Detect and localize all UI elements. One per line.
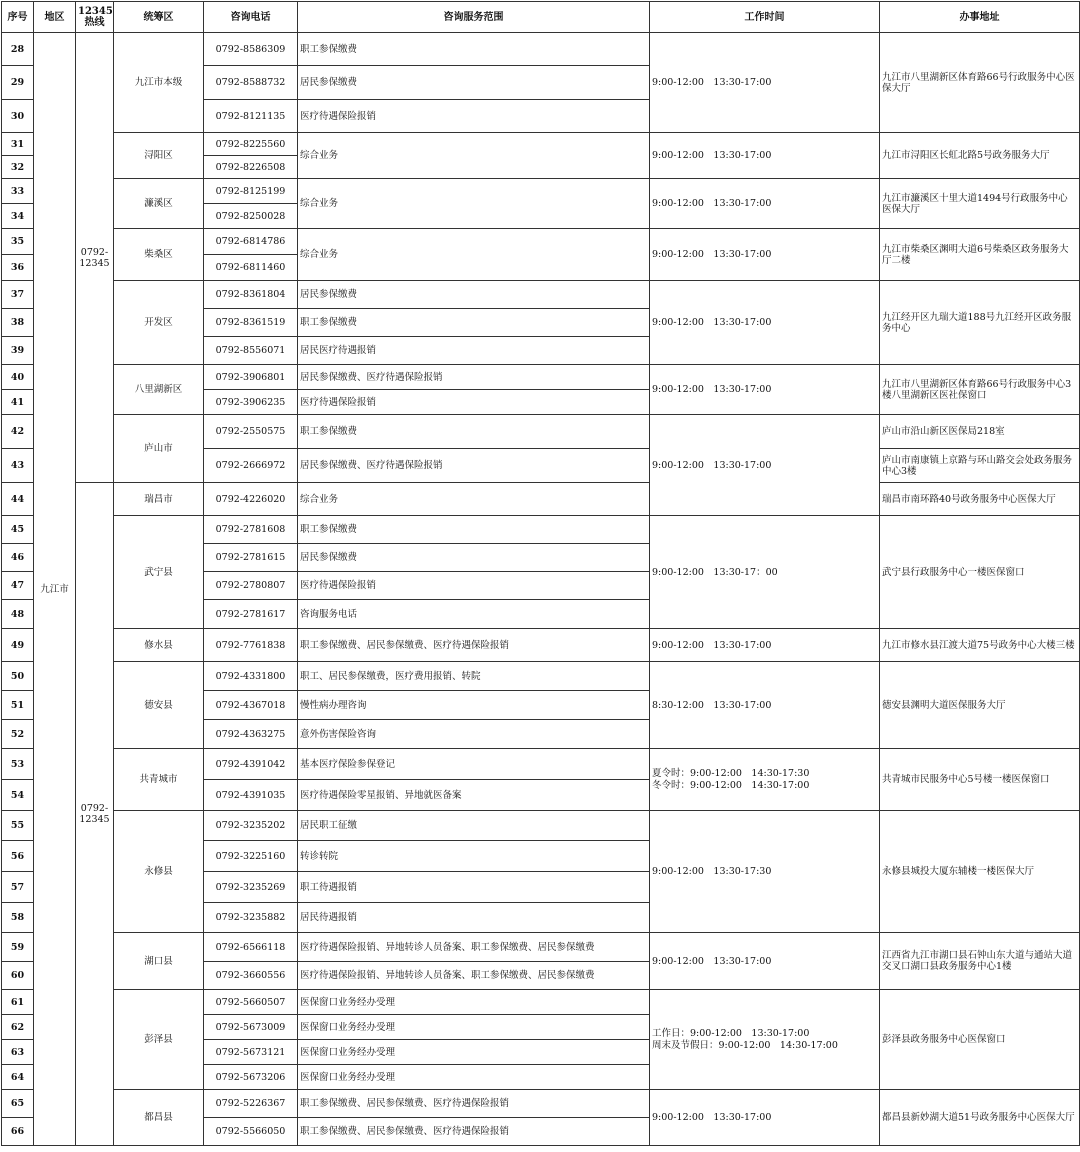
hours-line: 夏令时：9:00-12:00 14:30-17:30 <box>652 767 810 779</box>
hours-cell: 8:30-12:00 13:30-17:00 <box>650 662 880 749</box>
table-row <box>2 749 1080 780</box>
phone-cell: 0792-8226508 <box>204 156 298 179</box>
row-seq: 59 <box>2 933 34 962</box>
phone-cell: 0792-8588732 <box>204 66 298 100</box>
row-seq: 32 <box>2 156 34 179</box>
address-cell: 九江市濂溪区十里大道1494号行政服务中心医保大厅 <box>880 179 1080 229</box>
table-row <box>2 133 1080 156</box>
hotline-cell: 0792-12345 <box>76 33 114 483</box>
table-row <box>2 662 1080 691</box>
hours-cell: 9:00-12:00 13:30-17:00 <box>650 629 880 662</box>
row-seq: 39 <box>2 337 34 365</box>
table-row <box>2 629 1080 662</box>
district-cell: 开发区 <box>114 281 204 365</box>
address-cell: 江西省九江市湖口县石钟山东大道与通站大道交叉口湖口县政务服务中心1楼 <box>880 933 1080 990</box>
row-seq: 50 <box>2 662 34 691</box>
address-cell: 武宁县行政服务中心一楼医保窗口 <box>880 516 1080 629</box>
scope-cell: 医疗待遇保险报销 <box>298 390 650 415</box>
row-seq: 29 <box>2 66 34 100</box>
phone-cell: 0792-2781617 <box>204 600 298 629</box>
row-seq: 52 <box>2 720 34 749</box>
row-seq: 31 <box>2 133 34 156</box>
address-cell: 庐山市沿山新区医保局218室 <box>880 415 1080 449</box>
row-seq: 36 <box>2 255 34 281</box>
district-cell: 庐山市 <box>114 415 204 483</box>
row-seq: 45 <box>2 516 34 544</box>
row-seq: 60 <box>2 962 34 990</box>
scope-cell: 综合业务 <box>298 179 650 229</box>
row-seq: 35 <box>2 229 34 255</box>
scope-cell: 综合业务 <box>298 133 650 179</box>
scope-cell: 医保窗口业务经办受理 <box>298 1065 650 1090</box>
phone-cell: 0792-4363275 <box>204 720 298 749</box>
row-seq: 47 <box>2 572 34 600</box>
hours-line: 冬令时：9:00-12:00 14:30-17:00 <box>652 779 810 791</box>
row-seq: 43 <box>2 449 34 483</box>
address-cell: 都昌县新妙湖大道51号政务服务中心医保大厅 <box>880 1090 1080 1146</box>
address-cell: 九江市修水县江渡大道75号政务中心大楼三楼 <box>880 629 1080 662</box>
table-row <box>2 990 1080 1015</box>
phone-cell: 0792-6566118 <box>204 933 298 962</box>
phone-cell: 0792-8250028 <box>204 204 298 229</box>
scope-cell: 居民参保缴费、医疗待遇保险报销 <box>298 365 650 390</box>
phone-cell: 0792-8121135 <box>204 100 298 133</box>
table-row <box>2 933 1080 962</box>
table-body <box>2 33 1080 1146</box>
row-seq: 61 <box>2 990 34 1015</box>
phone-cell: 0792-7761838 <box>204 629 298 662</box>
row-seq: 63 <box>2 1040 34 1065</box>
phone-cell: 0792-8125199 <box>204 179 298 204</box>
address-cell: 庐山市南康镇上京路与环山路交会处政务服务中心3楼 <box>880 449 1080 483</box>
phone-cell: 0792-5660507 <box>204 990 298 1015</box>
scope-cell: 职工参保缴费 <box>298 33 650 66</box>
phone-cell: 0792-4391035 <box>204 780 298 811</box>
row-seq: 28 <box>2 33 34 66</box>
scope-cell: 居民职工征缴 <box>298 811 650 841</box>
district-cell: 都昌县 <box>114 1090 204 1146</box>
scope-cell: 职工参保缴费 <box>298 415 650 449</box>
hours-cell: 9:00-12:00 13:30-17:30 <box>650 811 880 933</box>
row-seq: 49 <box>2 629 34 662</box>
scope-cell: 转诊转院 <box>298 841 650 872</box>
header-address: 办事地址 <box>880 2 1080 33</box>
header-hotline: 12345热线 <box>76 2 114 33</box>
scope-cell: 慢性病办理咨询 <box>298 691 650 720</box>
scope-cell: 居民医疗待遇报销 <box>298 337 650 365</box>
row-seq: 40 <box>2 365 34 390</box>
row-seq: 34 <box>2 204 34 229</box>
phone-cell: 0792-5673206 <box>204 1065 298 1090</box>
phone-cell: 0792-3235269 <box>204 872 298 903</box>
hotline-cell: 0792-12345 <box>76 483 114 1146</box>
hours-cell: 9:00-12:00 13:30-17:00 <box>650 133 880 179</box>
scope-cell: 医疗待遇保险报销、异地转诊人员备案、职工参保缴费、居民参保缴费 <box>298 933 650 962</box>
header-seq: 序号 <box>2 2 34 33</box>
phone-cell: 0792-3225160 <box>204 841 298 872</box>
hours-line: 工作日：9:00-12:00 13:30-17:00 <box>652 1027 810 1039</box>
phone-cell: 0792-4331800 <box>204 662 298 691</box>
hours-cell <box>650 990 880 1090</box>
district-cell: 濂溪区 <box>114 179 204 229</box>
phone-cell: 0792-5566050 <box>204 1118 298 1146</box>
scope-cell: 医疗待遇保险报销、异地转诊人员备案、职工参保缴费、居民参保缴费 <box>298 962 650 990</box>
table-row <box>2 229 1080 255</box>
hours-cell: 9:00-12:00 13:30-17:00 <box>650 179 880 229</box>
phone-cell: 0792-3235882 <box>204 903 298 933</box>
scope-cell: 居民参保缴费 <box>298 66 650 100</box>
table-row <box>2 811 1080 841</box>
row-seq: 44 <box>2 483 34 516</box>
region-cell: 九江市 <box>34 33 76 1146</box>
district-cell: 九江市本级 <box>114 33 204 133</box>
scope-cell: 咨询服务电话 <box>298 600 650 629</box>
address-cell: 彭泽县政务服务中心医保窗口 <box>880 990 1080 1090</box>
row-seq: 62 <box>2 1015 34 1040</box>
phone-cell: 0792-6814786 <box>204 229 298 255</box>
row-seq: 57 <box>2 872 34 903</box>
row-seq: 54 <box>2 780 34 811</box>
phone-cell: 0792-6811460 <box>204 255 298 281</box>
district-cell: 湖口县 <box>114 933 204 990</box>
scope-cell: 医保窗口业务经办受理 <box>298 1040 650 1065</box>
hours-cell: 9:00-12:00 13:30-17:00 <box>650 933 880 990</box>
district-cell: 八里湖新区 <box>114 365 204 415</box>
row-seq: 58 <box>2 903 34 933</box>
address-cell: 瑞昌市南环路40号政务服务中心医保大厅 <box>880 483 1080 516</box>
phone-cell: 0792-4367018 <box>204 691 298 720</box>
header-hours: 工作时间 <box>650 2 880 33</box>
scope-cell: 居民参保缴费 <box>298 544 650 572</box>
row-seq: 53 <box>2 749 34 780</box>
hours-cell <box>650 749 880 811</box>
header-row <box>2 2 1080 33</box>
district-cell: 浔阳区 <box>114 133 204 179</box>
row-seq: 51 <box>2 691 34 720</box>
address-cell: 共青城市民服务中心5号楼一楼医保窗口 <box>880 749 1080 811</box>
phone-cell: 0792-2781608 <box>204 516 298 544</box>
phone-cell: 0792-2781615 <box>204 544 298 572</box>
phone-cell: 0792-8225560 <box>204 133 298 156</box>
district-cell: 柴桑区 <box>114 229 204 281</box>
address-cell: 九江市浔阳区长虹北路5号政务服务大厅 <box>880 133 1080 179</box>
hours-cell: 9:00-12:00 13:30-17:00 <box>650 229 880 281</box>
row-seq: 30 <box>2 100 34 133</box>
address-cell: 九江市八里湖新区体育路66号行政服务中心医保大厅 <box>880 33 1080 133</box>
row-seq: 65 <box>2 1090 34 1118</box>
scope-cell: 综合业务 <box>298 483 650 516</box>
row-seq: 41 <box>2 390 34 415</box>
phone-cell: 0792-2550575 <box>204 415 298 449</box>
header-region: 地区 <box>34 2 76 33</box>
scope-cell: 医疗待遇保险零星报销、异地就医备案 <box>298 780 650 811</box>
phone-cell: 0792-3906235 <box>204 390 298 415</box>
phone-cell: 0792-8586309 <box>204 33 298 66</box>
header-phone: 咨询电话 <box>204 2 298 33</box>
phone-cell: 0792-8556071 <box>204 337 298 365</box>
district-cell: 永修县 <box>114 811 204 933</box>
phone-cell: 0792-3660556 <box>204 962 298 990</box>
scope-cell: 综合业务 <box>298 229 650 281</box>
phone-cell: 0792-3906801 <box>204 365 298 390</box>
row-seq: 56 <box>2 841 34 872</box>
row-seq: 48 <box>2 600 34 629</box>
header-district: 统筹区 <box>114 2 204 33</box>
table-row <box>2 281 1080 309</box>
table-row <box>2 1090 1080 1118</box>
scope-cell: 职工参保缴费、居民参保缴费、医疗待遇保险报销 <box>298 629 650 662</box>
phone-cell: 0792-3235202 <box>204 811 298 841</box>
scope-cell: 职工参保缴费 <box>298 309 650 337</box>
scope-cell: 职工待遇报销 <box>298 872 650 903</box>
address-cell: 九江市柴桑区渊明大道6号柴桑区政务服务大厅二楼 <box>880 229 1080 281</box>
phone-cell: 0792-4226020 <box>204 483 298 516</box>
scope-cell: 意外伤害保险咨询 <box>298 720 650 749</box>
scope-cell: 居民待遇报销 <box>298 903 650 933</box>
scope-cell: 医疗待遇保险报销 <box>298 572 650 600</box>
phone-cell: 0792-2780807 <box>204 572 298 600</box>
hours-cell: 9:00-12:00 13:30-17:00 <box>650 415 880 516</box>
row-seq: 38 <box>2 309 34 337</box>
table-row <box>2 33 1080 66</box>
address-cell: 永修县城投大厦东辅楼一楼医保大厅 <box>880 811 1080 933</box>
row-seq: 37 <box>2 281 34 309</box>
hours-cell: 9:00-12:00 13:30-17:00 <box>650 1090 880 1146</box>
row-seq: 46 <box>2 544 34 572</box>
district-cell: 武宁县 <box>114 516 204 629</box>
phone-cell: 0792-8361519 <box>204 309 298 337</box>
hours-cell: 9:00-12:00 13:30-17:00 <box>650 281 880 365</box>
district-cell: 德安县 <box>114 662 204 749</box>
table-row <box>2 483 1080 516</box>
table-row <box>2 365 1080 390</box>
address-cell: 九江经开区九瑞大道188号九江经开区政务服务中心 <box>880 281 1080 365</box>
row-seq: 33 <box>2 179 34 204</box>
table-row <box>2 415 1080 449</box>
hours-cell: 9:00-12:00 13:30-17:00 <box>650 365 880 415</box>
row-seq: 66 <box>2 1118 34 1146</box>
phone-cell: 0792-5673121 <box>204 1040 298 1065</box>
row-seq: 55 <box>2 811 34 841</box>
hours-cell: 9:00-12:00 13:30-17:00 <box>650 33 880 133</box>
address-cell: 九江市八里湖新区体育路66号行政服务中心3楼八里湖新区医社保窗口 <box>880 365 1080 415</box>
phone-cell: 0792-5673009 <box>204 1015 298 1040</box>
scope-cell: 医疗待遇保险报销 <box>298 100 650 133</box>
hours-line: 周末及节假日：9:00-12:00 14:30-17:00 <box>652 1039 838 1051</box>
district-cell: 修水县 <box>114 629 204 662</box>
district-cell: 彭泽县 <box>114 990 204 1090</box>
scope-cell: 医保窗口业务经办受理 <box>298 1015 650 1040</box>
address-cell: 德安县渊明大道医保服务大厅 <box>880 662 1080 749</box>
table-row <box>2 179 1080 204</box>
row-seq: 64 <box>2 1065 34 1090</box>
header-scope: 咨询服务范围 <box>298 2 650 33</box>
phone-cell: 0792-2666972 <box>204 449 298 483</box>
phone-cell: 0792-8361804 <box>204 281 298 309</box>
phone-cell: 0792-4391042 <box>204 749 298 780</box>
scope-cell: 基本医疗保险参保登记 <box>298 749 650 780</box>
scope-cell: 职工、居民参保缴费，医疗费用报销、转院 <box>298 662 650 691</box>
district-cell: 共青城市 <box>114 749 204 811</box>
district-cell: 瑞昌市 <box>114 483 204 516</box>
scope-cell: 职工参保缴费、居民参保缴费、医疗待遇保险报销 <box>298 1090 650 1118</box>
table-row <box>2 516 1080 544</box>
hours-cell: 9:00-12:00 13:30-17：00 <box>650 516 880 629</box>
scope-cell: 医保窗口业务经办受理 <box>298 990 650 1015</box>
scope-cell: 居民参保缴费 <box>298 281 650 309</box>
row-seq: 42 <box>2 415 34 449</box>
scope-cell: 职工参保缴费 <box>298 516 650 544</box>
scope-cell: 职工参保缴费、居民参保缴费、医疗待遇保险报销 <box>298 1118 650 1146</box>
consultation-table <box>1 1 1080 1146</box>
phone-cell: 0792-5226367 <box>204 1090 298 1118</box>
scope-cell: 居民参保缴费、医疗待遇保险报销 <box>298 449 650 483</box>
